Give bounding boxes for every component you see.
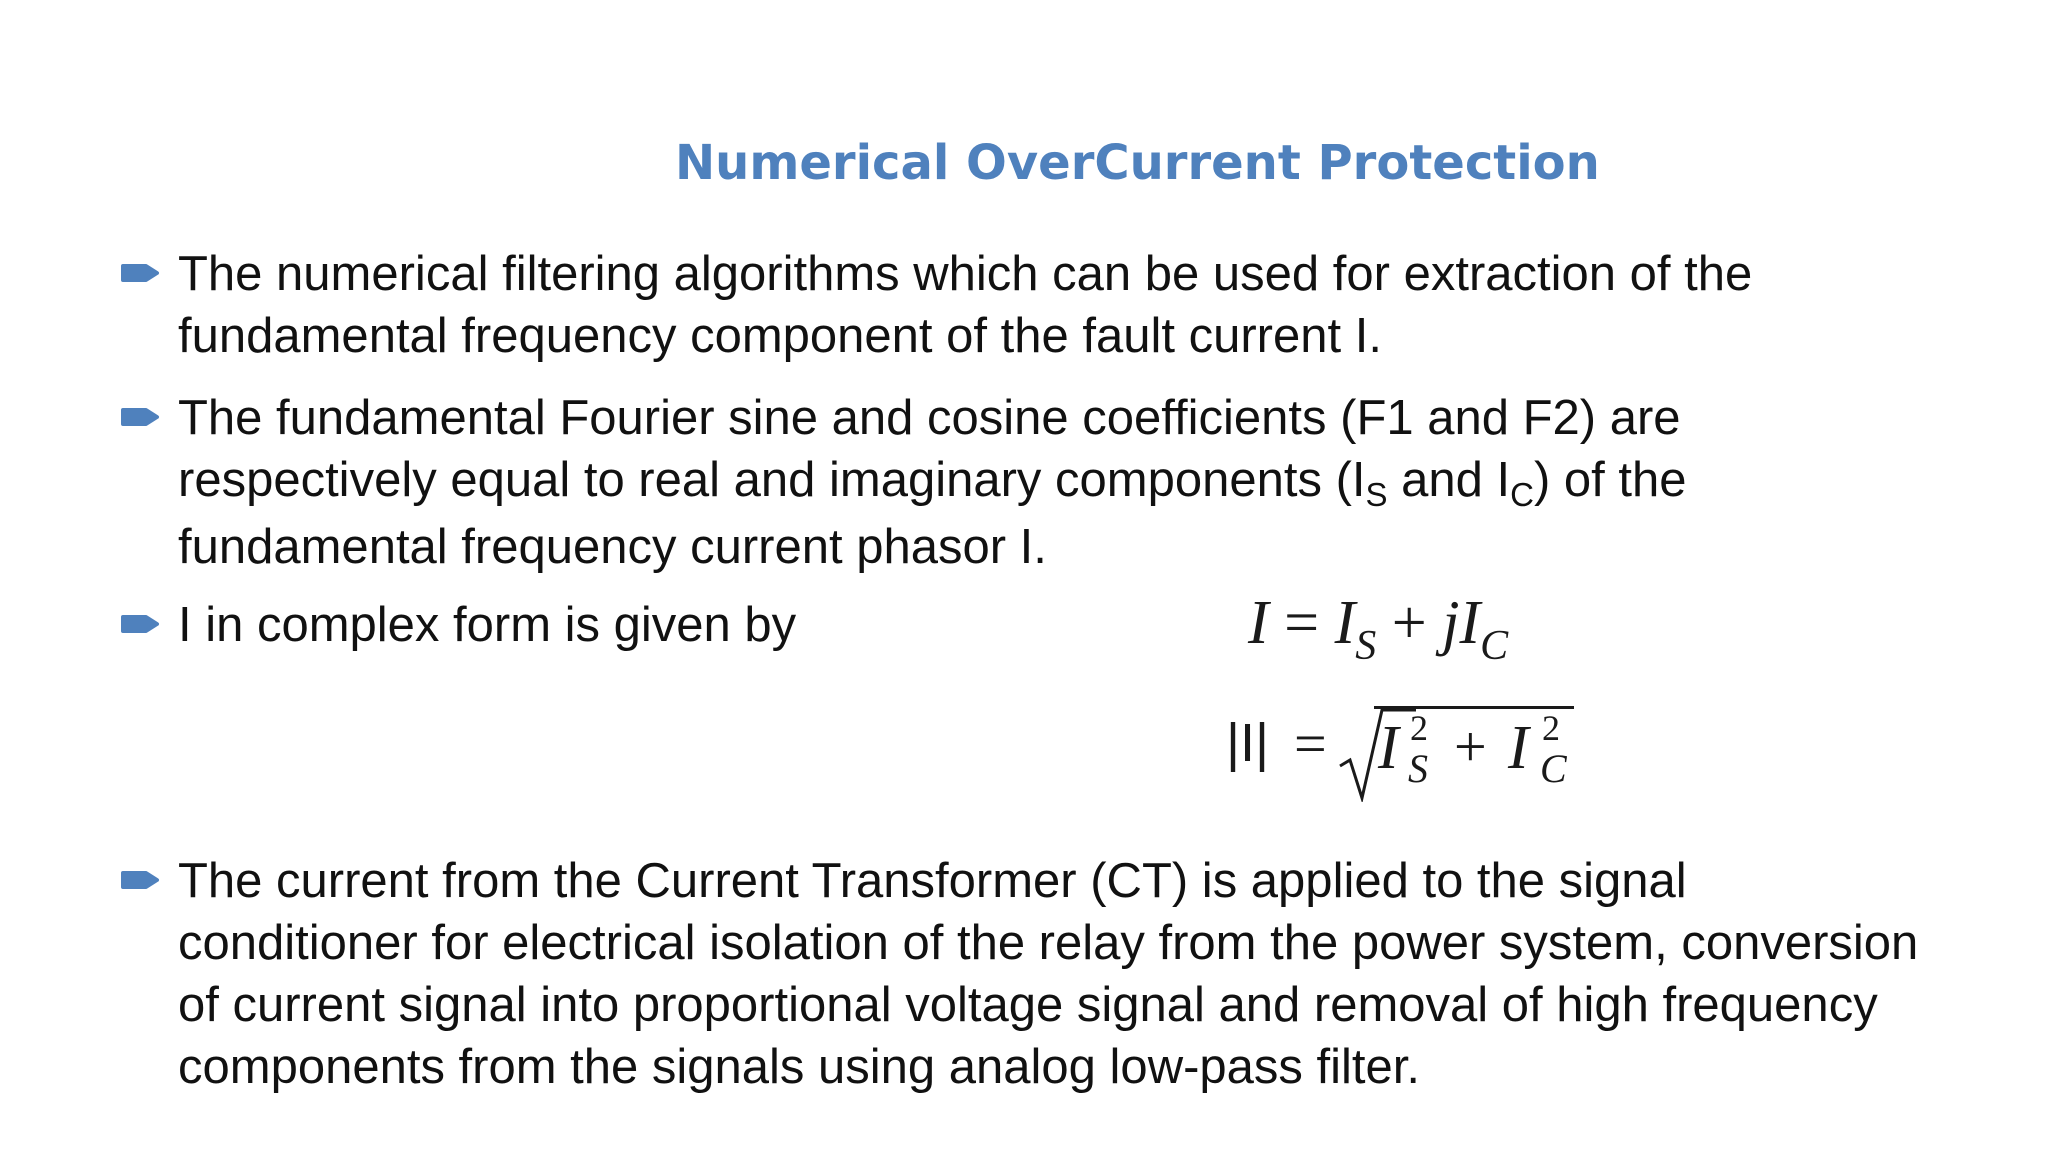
formula-1-term-1: I [1334,589,1356,657]
bullet-4-line-1: The current from the Current Transformer (CT) is applied to the signal [178,854,1687,908]
formula-1-j: j [1442,589,1460,657]
complex-form-equation [1248,588,1509,669]
bullet-4-line-3: of current signal into proportional voltage signal and removal of high frequency [178,978,1878,1032]
formula-2-plus: + [1454,714,1487,779]
formula-1-sub-c: C [1480,623,1509,669]
bullet-2-line-2-part-1: respectively equal to real and imaginary components (I [178,453,1366,507]
bullet-item-4 [120,850,2020,1098]
formula-2-lhs: |I| [1226,713,1270,773]
formula-1-lhs: I [1248,589,1269,657]
right-arrow-icon [120,263,160,283]
subscript-s: S [1365,476,1388,513]
formula-1-equals: = [1284,589,1320,657]
bullet-3-text: I in complex form is given by [178,598,797,652]
slide-title: Numerical OverCurrent Protection [675,135,1600,191]
formula-2-sub-c: C [1540,746,1567,791]
right-arrow-icon [120,614,160,634]
bullet-item-1 [120,243,2020,367]
formula-2-equals: = [1294,711,1327,776]
bullet-4-line-2: conditioner for electrical isolation of the relay from the power system, conversion [178,916,1919,970]
subscript-c: C [1510,476,1534,513]
bullet-2-line-1: The fundamental Fourier sine and cosine coefficients (F1 and F2) are [178,391,1681,445]
formula-2-sup-1: 2 [1410,708,1428,748]
right-arrow-icon [120,407,160,427]
magnitude-equation [1226,706,1566,806]
bullet-1-line-2: fundamental frequency component of the fault current I. [178,309,1382,363]
bullet-1-line-1: The numerical filtering algorithms which can be used for extraction of the [178,247,1753,301]
bullet-2-line-2-part-3: ) of the [1533,453,1687,507]
formula-1-term-2: I [1459,589,1481,657]
bullet-2-line-3: fundamental frequency current phasor I. [178,520,1047,574]
formula-1-sub-s: S [1355,623,1377,669]
bullet-item-3 [120,594,2020,656]
formula-2-term-1: I [1378,714,1399,782]
bullet-2-line-2-part-2: and I [1387,453,1511,507]
formula-2-sup-2: 2 [1542,708,1560,748]
formula-2-sub-s: S [1408,746,1428,791]
formula-2-radicand [1374,706,1574,803]
bullet-4-line-4: components from the signals using analog low-pass filter. [178,1040,1420,1094]
right-arrow-icon [120,870,160,890]
formula-2-term-2: I [1508,714,1529,782]
bullet-2-line-2 [178,449,2020,516]
bullet-item-2 [120,387,2020,578]
formula-1-plus: + [1391,589,1427,657]
